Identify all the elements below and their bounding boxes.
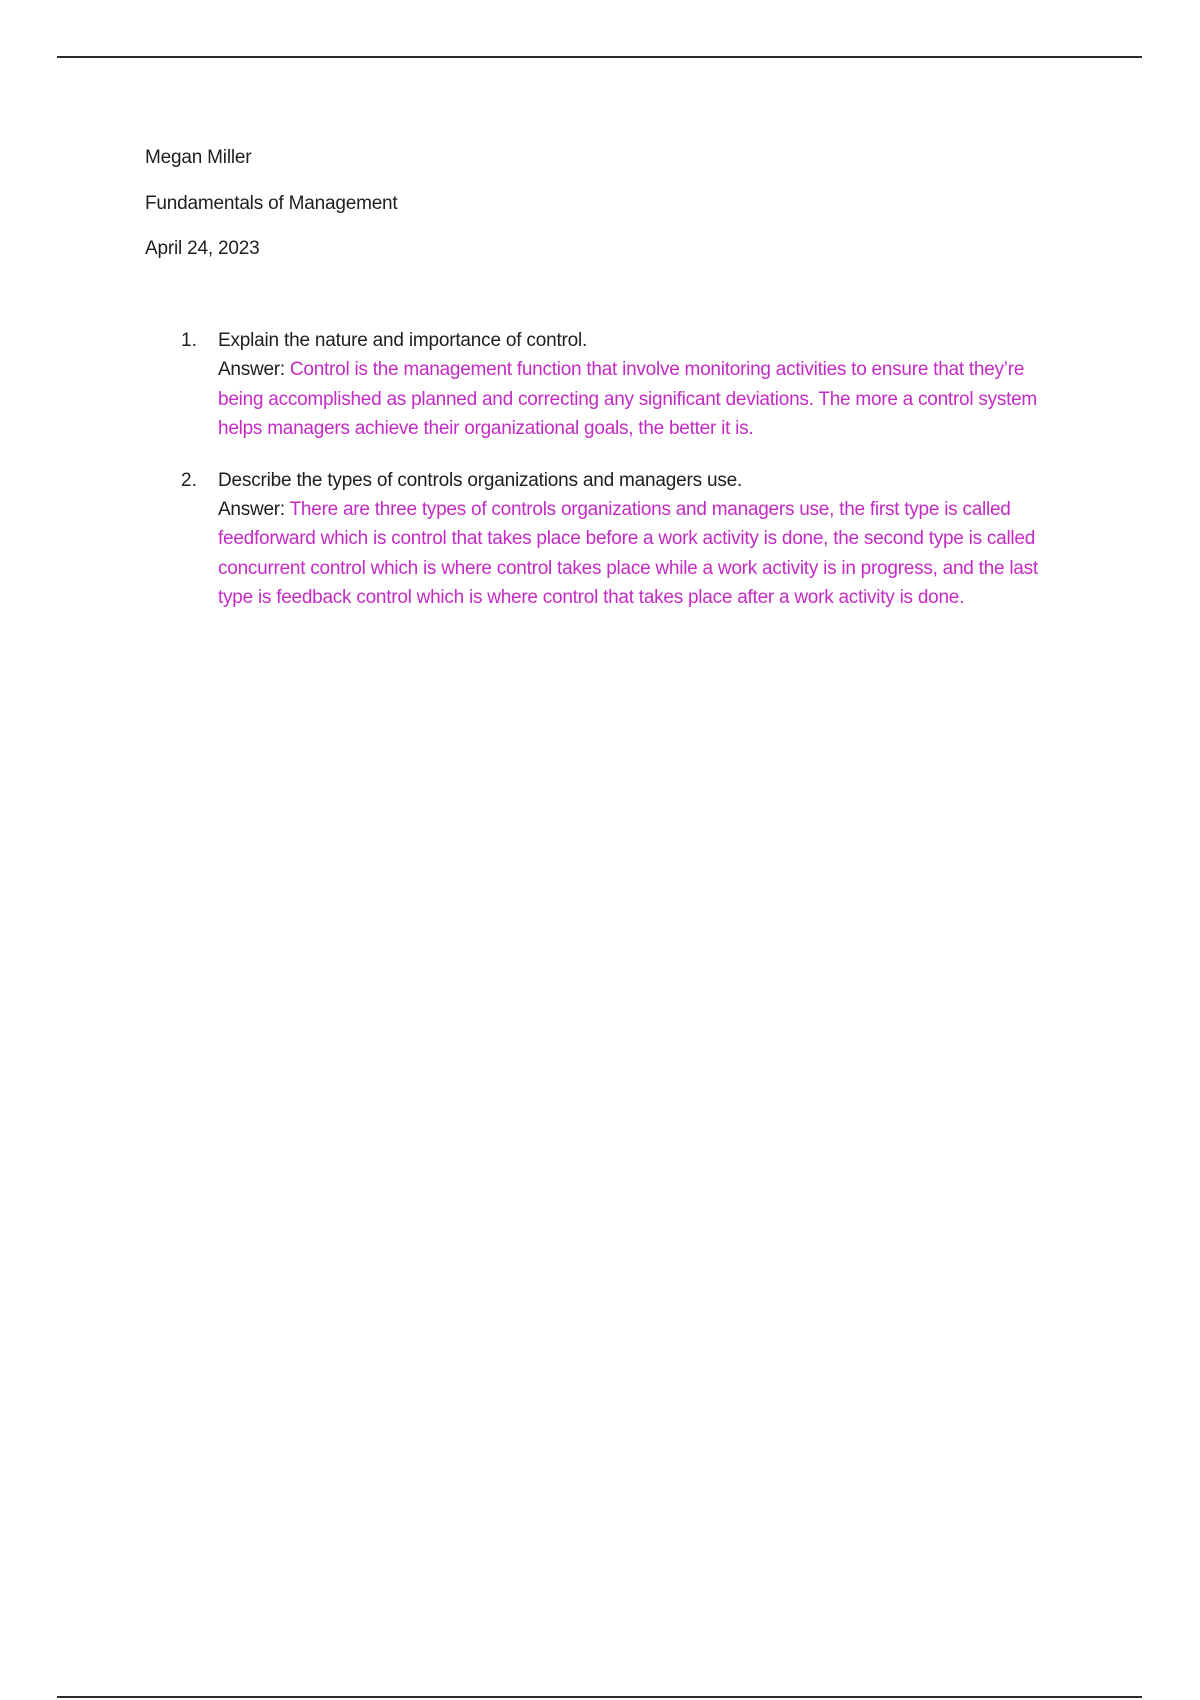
question-text: Describe the types of controls organizations and managers use.: [218, 469, 743, 491]
question-item: [145, 326, 1065, 444]
answer-text: There are three types of controls organizations and managers use, the first type is called feedforward which is control that takes place before a work activity is done, the second type is called concurrent control which is where control takes place while a work activity is in progress, and the last type is feedback control which is where control that takes place after a work activity is done.: [218, 498, 1038, 608]
answer-text: Control is the management function that involve monitoring activities to ensure that they’re being accomplished as planned and correcting any significant deviations. The more a control system helps managers achieve their organizational goals, the better it is.: [218, 359, 1038, 439]
question-item: [145, 466, 1065, 613]
top-divider: [57, 56, 1142, 58]
question-number: 1.: [181, 330, 197, 351]
answer-label: Answer:: [218, 498, 285, 520]
course-title: Fundamentals of Management: [145, 193, 398, 214]
question-text: Explain the nature and importance of control.: [218, 330, 588, 351]
answer-label: Answer:: [218, 359, 285, 380]
document-date: April 24, 2023: [145, 238, 260, 259]
author-name: Megan Miller: [145, 147, 252, 168]
answer-block: [218, 495, 1065, 613]
question-number: 2.: [181, 469, 197, 491]
answer-block: [218, 355, 1065, 444]
bottom-divider: [57, 1696, 1142, 1698]
question-list: [145, 326, 1065, 635]
